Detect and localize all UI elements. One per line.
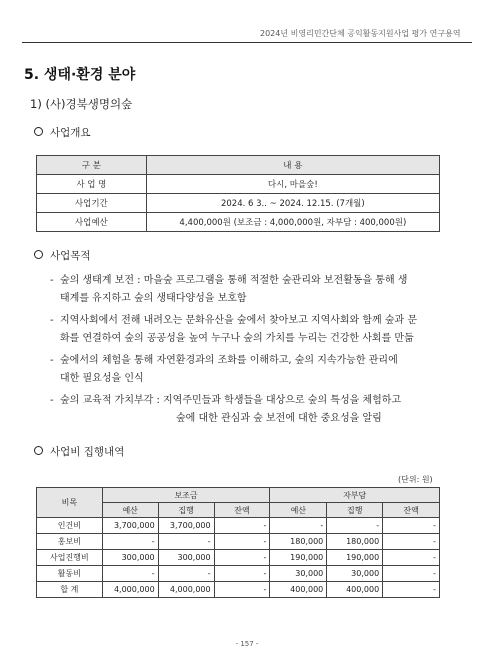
purpose-line: 숲의 교육적 가치부각 : 지역주민들과 학생들을 대상으로 숲의 특성을 체험하고 (60, 395, 402, 406)
budget-heading-text: 사업비 집행내역 (50, 446, 125, 458)
overview-heading (34, 125, 91, 140)
budget-item: 홍보비 (37, 534, 103, 550)
purpose-heading (34, 248, 91, 263)
budget-cell: 3,700,000 (102, 518, 158, 534)
overview-label: 사업예산 (37, 213, 147, 232)
budget-subheader: 집행 (327, 503, 383, 518)
purpose-item: - 숲의 생태계 보전 : 마을숲 프로그램을 통해 적절한 숲관리와 보전활동을 통해 생 태계를 유지하고 숲의 생태다양성을 보호함 (50, 272, 407, 308)
budget-header-self: 자부담 (270, 488, 440, 503)
budget-cell: - (214, 534, 270, 550)
budget-cell: 190,000 (327, 550, 383, 566)
budget-cell: 400,000 (327, 582, 383, 598)
overview-heading-text: 사업개요 (50, 127, 91, 139)
budget-cell: - (270, 518, 327, 534)
budget-cell: 190,000 (270, 550, 327, 566)
overview-value: 4,400,000원 (보조금 : 4,000,000원, 자부담 : 400,000원) (146, 213, 439, 232)
budget-item: 사업진행비 (37, 550, 103, 566)
circle-bullet-icon (34, 127, 43, 136)
budget-header-subsidy: 보조금 (102, 488, 270, 503)
budget-cell: - (158, 534, 214, 550)
overview-header-category: 구 분 (37, 156, 147, 175)
purpose-line: 화를 연결하여 숲의 공공성을 높여 누구나 숲의 가치를 누리는 건강한 사회를 만듦 (60, 333, 414, 344)
purpose-item: - 숲에서의 체험을 통해 자연환경과의 조화를 이해하고, 숲의 지속가능한 관리에 대한 필요성을 인식 (50, 352, 398, 388)
purpose-line: 숲에 대한 관심과 숲 보전에 대한 중요성을 알림 (176, 413, 382, 424)
budget-cell: - (214, 582, 270, 598)
overview-label: 사업기간 (37, 194, 147, 213)
table-row (37, 518, 440, 534)
budget-cell: - (158, 566, 214, 582)
purpose-line: 숲의 생태계 보전 : 마을숲 프로그램을 통해 적절한 숲관리와 보전활동을 통해 생 (60, 275, 408, 286)
budget-cell: - (383, 566, 440, 582)
table-row (37, 534, 440, 550)
unit-label: (단위: 원) (398, 475, 433, 484)
budget-subheader: 잔액 (383, 503, 440, 518)
budget-cell: - (102, 534, 158, 550)
overview-value: 2024. 6 3.. ~ 2024. 12.15. (7개월) (146, 194, 439, 213)
budget-cell: 400,000 (270, 582, 327, 598)
budget-item: 합 계 (37, 582, 103, 598)
circle-bullet-icon (34, 446, 43, 455)
budget-cell: - (102, 566, 158, 582)
purpose-line: 숲에서의 체험을 통해 자연환경과의 조화를 이해하고, 숲의 지속가능한 관리에 (60, 355, 398, 366)
budget-subheader: 집행 (158, 503, 214, 518)
budget-cell: 180,000 (270, 534, 327, 550)
purpose-heading-text: 사업목적 (50, 250, 91, 262)
budget-cell: 180,000 (327, 534, 383, 550)
budget-cell: 4,000,000 (102, 582, 158, 598)
table-row (37, 550, 440, 566)
section-title: 5. 생태·환경 분야 (24, 67, 136, 83)
budget-cell: 30,000 (270, 566, 327, 582)
budget-cell: - (327, 518, 383, 534)
budget-cell: - (214, 566, 270, 582)
budget-cell: 300,000 (102, 550, 158, 566)
purpose-line: 태계를 유지하고 숲의 생태다양성을 보호함 (60, 293, 247, 304)
budget-cell: - (214, 518, 270, 534)
overview-header-content: 내 용 (146, 156, 439, 175)
budget-subheader: 예산 (102, 503, 158, 518)
table-row-total (37, 582, 440, 598)
overview-table (36, 155, 440, 232)
overview-label: 사 업 명 (37, 175, 147, 194)
budget-cell: - (383, 534, 440, 550)
budget-cell: - (383, 518, 440, 534)
budget-subheader: 예산 (270, 503, 327, 518)
purpose-item: - 지역사회에서 전해 내려오는 문화유산을 숲에서 찾아보고 지역사회와 함께 숲과 문 화를 연결하여 숲의 공공성을 높여 누구나 숲의 가치를 누리는 건강한 사회를 만듦 (50, 312, 417, 348)
budget-cell: 3,700,000 (158, 518, 214, 534)
purpose-item: - 숲의 교육적 가치부각 : 지역주민들과 학생들을 대상으로 숲의 특성을 체험하고 숲에 대한 관심과 숲 보전에 대한 중요성을 알림 (50, 392, 401, 428)
budget-cell: 30,000 (327, 566, 383, 582)
budget-item: 활동비 (37, 566, 103, 582)
circle-bullet-icon (34, 250, 43, 259)
subsection-title: 1) (사)경북생명의숲 (30, 97, 133, 111)
purpose-line: 대한 필요성을 인식 (60, 373, 144, 384)
page-number: - 157 - (235, 640, 259, 648)
budget-cell: - (383, 550, 440, 566)
budget-cell: 300,000 (158, 550, 214, 566)
budget-table (36, 487, 440, 598)
budget-subheader: 잔액 (214, 503, 270, 518)
budget-cell: - (214, 550, 270, 566)
budget-cell: - (383, 582, 440, 598)
budget-cell: 4,000,000 (158, 582, 214, 598)
budget-item: 인건비 (37, 518, 103, 534)
budget-heading (34, 444, 124, 459)
purpose-line: 지역사회에서 전해 내려오는 문화유산을 숲에서 찾아보고 지역사회와 함께 숲과 문 (60, 315, 418, 326)
overview-value: 다시, 마을숲! (146, 175, 439, 194)
table-row (37, 566, 440, 582)
running-header: 2024년 비영리민간단체 공익활동지원사업 평가 연구용역 (260, 29, 461, 38)
budget-header-item: 비목 (37, 488, 103, 518)
header-divider (22, 42, 472, 43)
